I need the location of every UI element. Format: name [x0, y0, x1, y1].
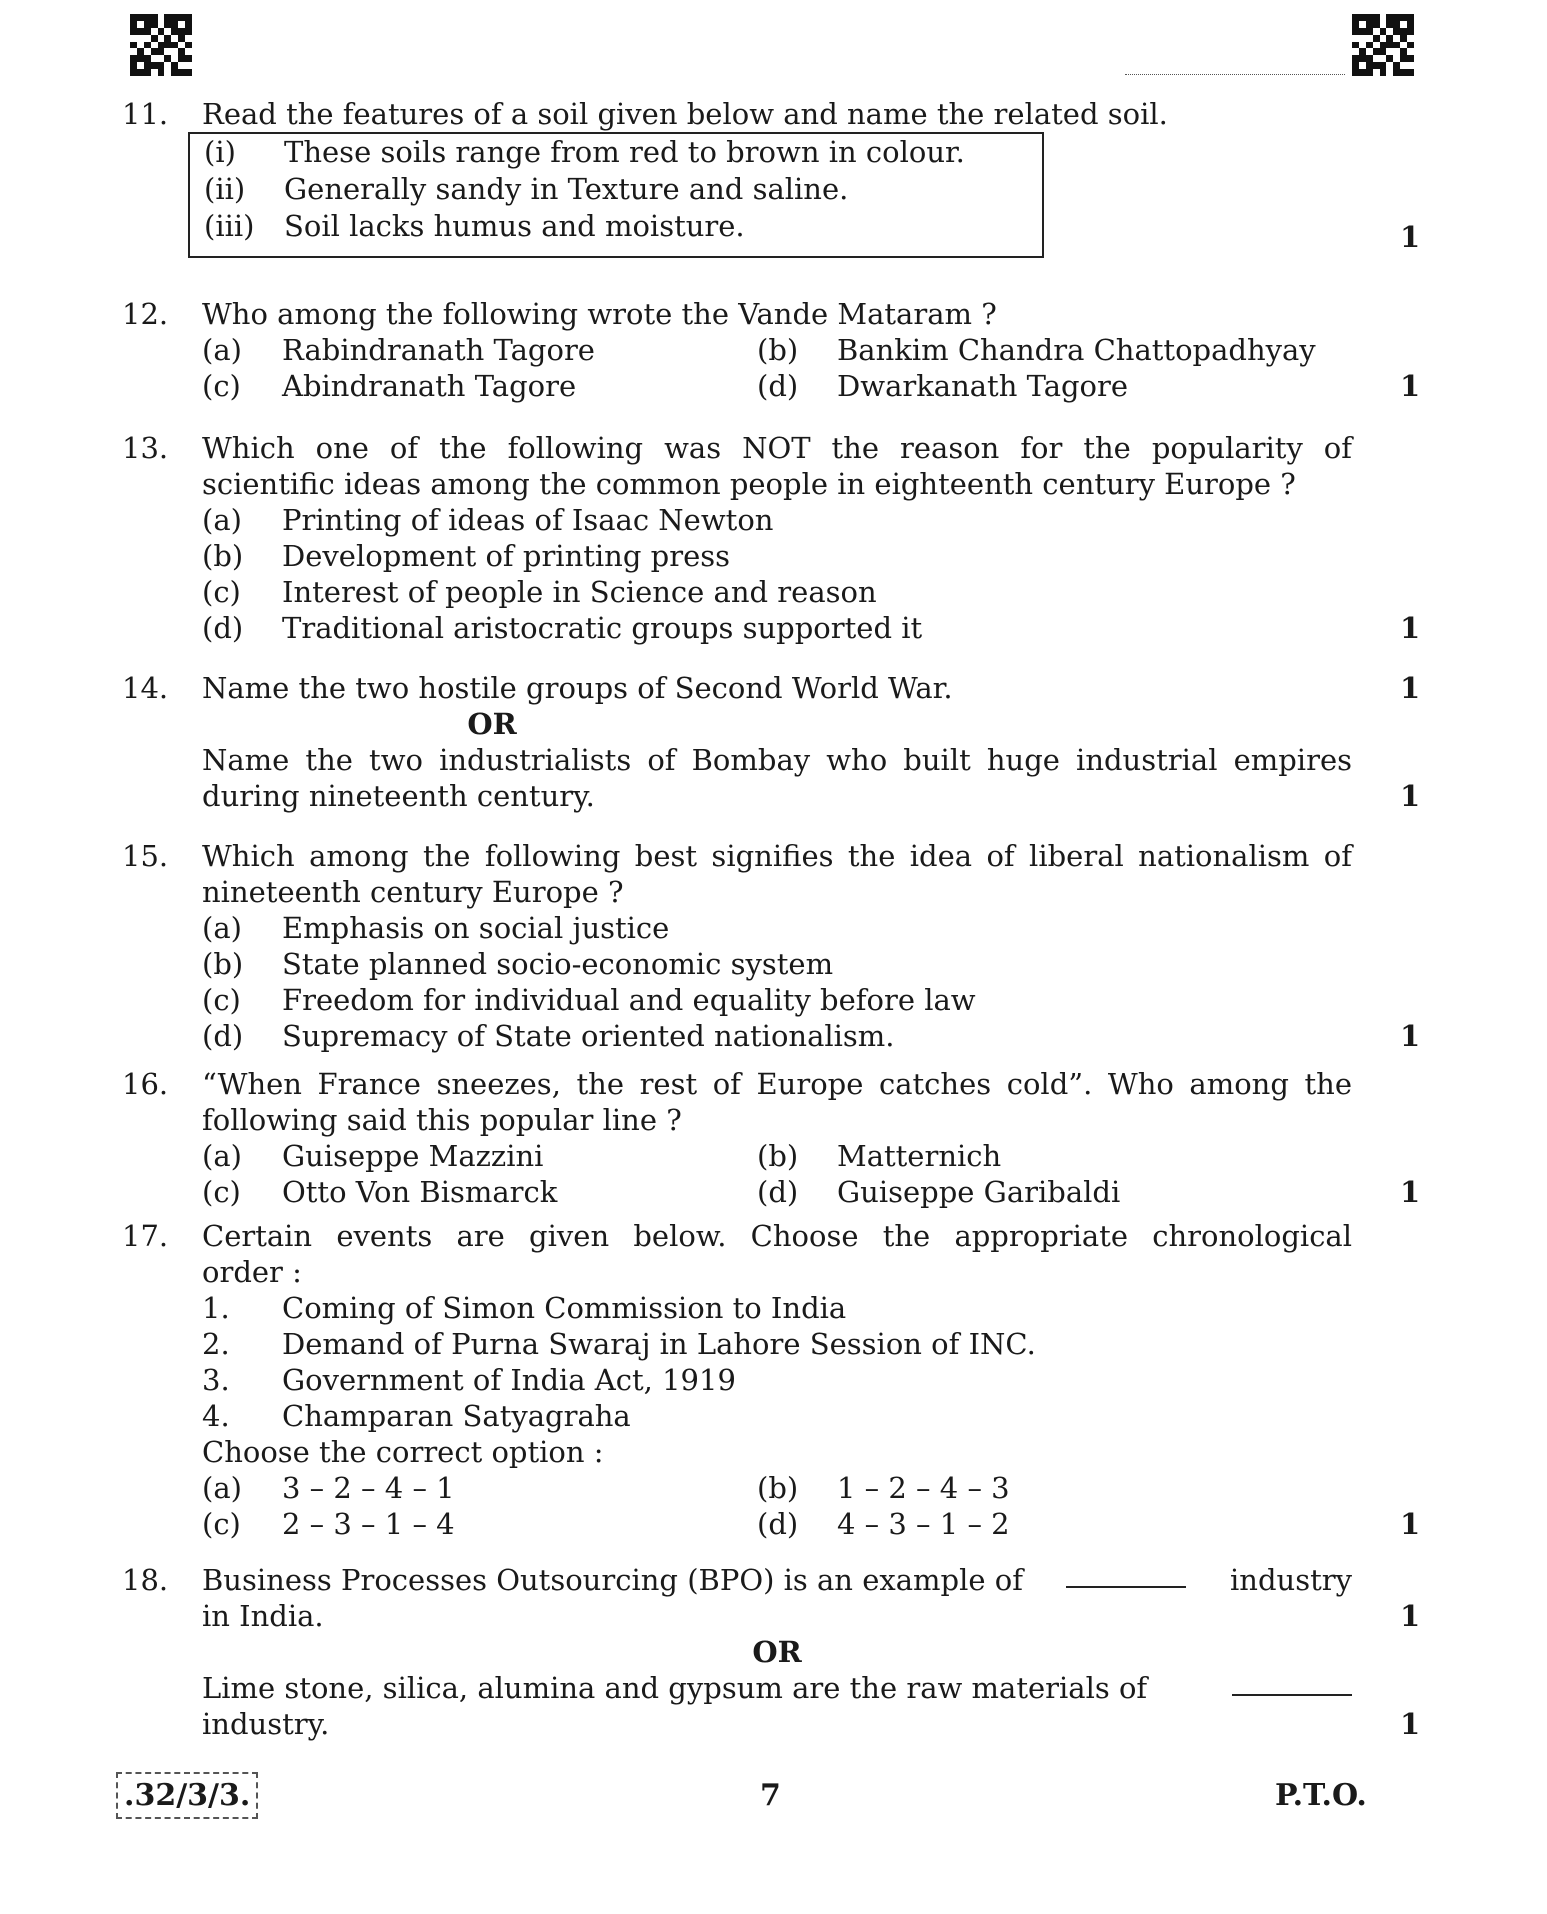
option: (a) Printing of ideas of Isaac Newton: [202, 503, 774, 537]
question-number: 11.: [122, 97, 169, 131]
question-number: 13.: [122, 431, 169, 465]
question-text-line: in India.: [202, 1599, 324, 1633]
question-number: 18.: [122, 1563, 169, 1597]
question-number: 14.: [122, 671, 169, 705]
option: (d) Traditional aristocratic groups supported it: [202, 611, 923, 645]
mark-q13: 1: [1400, 611, 1421, 645]
option-row: (c) 2 – 3 – 1 – 4 (d) 4 – 3 – 1 – 2: [202, 1507, 1010, 1541]
paper-code: .32/3/3.: [116, 1772, 258, 1819]
option: (d) Supremacy of State oriented nationalism.: [202, 1019, 895, 1053]
option-row: (c) Otto Von Bismarck (d) Guiseppe Garibaldi: [202, 1175, 1121, 1209]
alt-question-line: Lime stone, silica, alumina and gypsum are the raw materials of: [202, 1670, 1352, 1706]
header-rule: [1125, 74, 1345, 75]
question-text: Read the features of a soil given below and name the related soil.: [202, 97, 1168, 131]
mark-q15: 1: [1400, 1019, 1421, 1053]
option: (a) Emphasis on social justice: [202, 911, 670, 945]
question-text-line: Certain events are given below. Choose the appropriate chronological: [202, 1219, 1352, 1253]
qr-code-right: [1352, 14, 1414, 76]
or-separator: OR: [467, 707, 517, 741]
option-row: (a) Rabindranath Tagore (b) Bankim Chandra Chattopadhyay: [202, 333, 1316, 367]
question-text-line: Business Processes Outsourcing (BPO) is an example of industry: [202, 1563, 1352, 1597]
mark-q14-alt: 1: [1400, 779, 1421, 813]
event-item: 3. Government of India Act, 1919: [202, 1363, 736, 1397]
pto-label: P.T.O.: [1275, 1778, 1367, 1813]
mark-q17: 1: [1400, 1507, 1421, 1541]
mark-q18: 1: [1400, 1599, 1421, 1633]
question-number: 16.: [122, 1067, 169, 1101]
question-number: 15.: [122, 839, 169, 873]
question-text: Who among the following wrote the Vande Mataram ?: [202, 297, 997, 331]
mark-q18-alt: 1: [1400, 1707, 1421, 1741]
mark-q11: 1: [1400, 220, 1421, 254]
fill-blank: [1232, 1670, 1352, 1696]
fill-blank: [1066, 1562, 1186, 1588]
option: (b) State planned socio-economic system: [202, 947, 834, 981]
option-row: (c) Abindranath Tagore (d) Dwarkanath Tagore: [202, 369, 1129, 403]
page-footer: [0, 1772, 1547, 1822]
option: (b) Development of printing press: [202, 539, 730, 573]
event-item: 1. Coming of Simon Commission to India: [202, 1291, 847, 1325]
question-text-line: following said this popular line ?: [202, 1103, 682, 1137]
alt-question-line: industry.: [202, 1707, 330, 1741]
event-item: 4. Champaran Satyagraha: [202, 1399, 631, 1433]
mark-q14: 1: [1400, 671, 1421, 705]
mark-q16: 1: [1400, 1175, 1421, 1209]
page-number: 7: [760, 1778, 781, 1813]
question-text-line: Which among the following best signifies the idea of liberal nationalism of: [202, 839, 1352, 873]
option-row: (a) 3 – 2 – 4 – 1 (b) 1 – 2 – 4 – 3: [202, 1471, 1010, 1505]
question-text-line: “When France sneezes, the rest of Europe catches cold”. Who among the: [202, 1067, 1352, 1101]
question-text-line: nineteenth century Europe ?: [202, 875, 624, 909]
question-text-line: order :: [202, 1255, 302, 1289]
event-item: 2. Demand of Purna Swaraj in Lahore Session of INC.: [202, 1327, 1036, 1361]
mark-q12: 1: [1400, 369, 1421, 403]
question-number: 12.: [122, 297, 169, 331]
question-text: Name the two hostile groups of Second World War.: [202, 671, 953, 705]
question-text-line: Which one of the following was NOT the reason for the popularity of: [202, 431, 1352, 465]
alt-question-line: during nineteenth century.: [202, 779, 595, 813]
option: (c) Interest of people in Science and reason: [202, 575, 877, 609]
question-text-line: scientific ideas among the common people in eighteenth century Europe ?: [202, 467, 1296, 501]
option: (c) Freedom for individual and equality before law: [202, 983, 976, 1017]
question-number: 17.: [122, 1219, 169, 1253]
option-row: (a) Guiseppe Mazzini (b) Matternich: [202, 1139, 1002, 1173]
or-separator: OR: [752, 1635, 802, 1669]
alt-question-line: Name the two industrialists of Bombay who built huge industrial empires: [202, 743, 1352, 777]
choose-prompt: Choose the correct option :: [202, 1435, 604, 1469]
qr-code-left: [130, 14, 192, 76]
soil-features-box: (i) These soils range from red to brown in colour. (ii) Generally sandy in Texture and saline. (iii) Soil lacks humus and moisture.: [188, 132, 1044, 258]
